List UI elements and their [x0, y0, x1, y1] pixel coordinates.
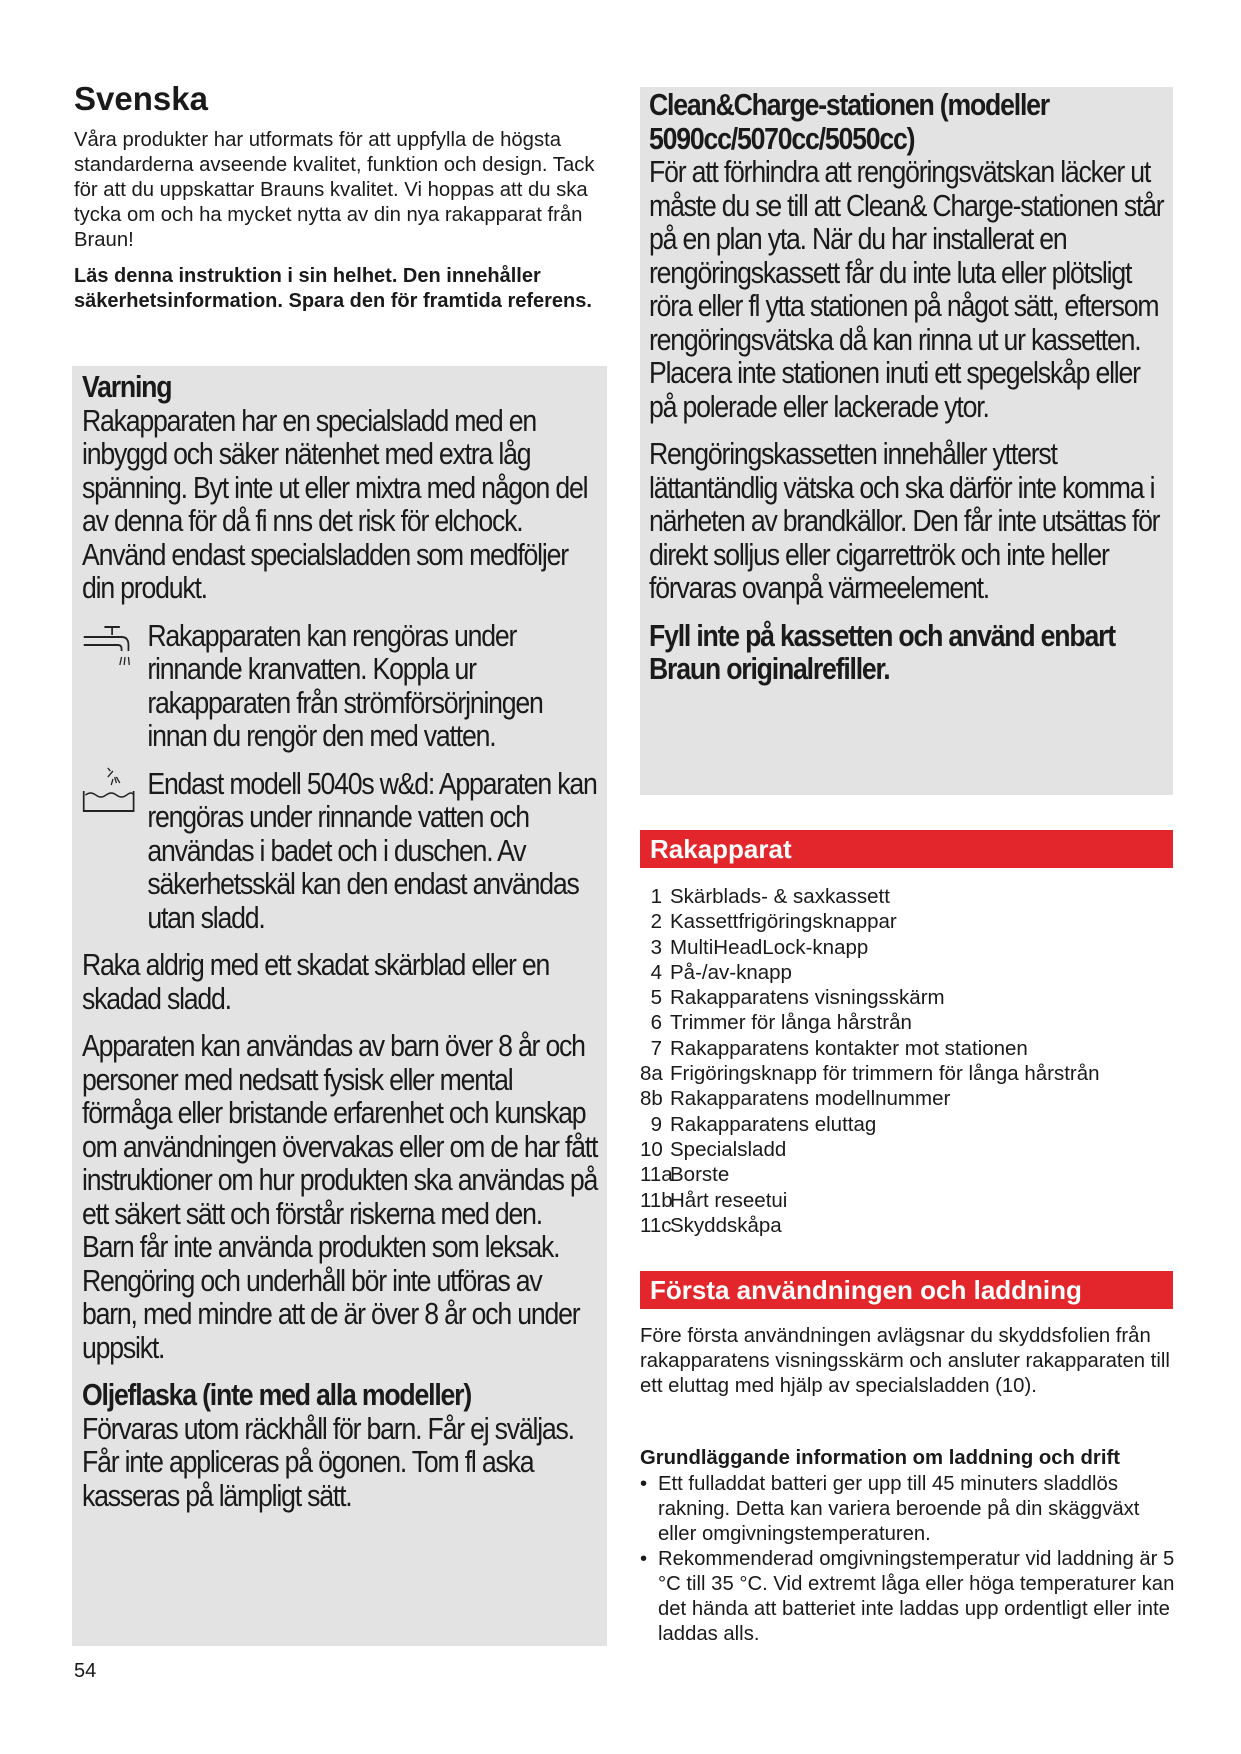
part-number: 6 — [650, 1011, 662, 1035]
part-label: Kassettfrigöringsknappar — [670, 910, 897, 934]
clean-charge-text-1: För att förhindra att rengöringsvätskan läcker ut måste du se till att Clean& Charge-stationen står på en plan yta. När du har installerat en rengöringskassett får du inte luta eller plötsligt röra eller fl ytta stationen på något sätt, eftersom rengöringsvätska då kan rinna ut ur kassetten. Placera inte stationen inuti ett spegelskåp eller på polerade eller lackerade ytor. — [649, 154, 1164, 424]
oil-heading: Oljeflaska (inte med alla modeller) — [82, 1377, 472, 1412]
parts-list-item — [640, 1137, 1180, 1162]
part-number: 4 — [650, 960, 662, 984]
intro-bold-text: Läs denna instruktion i sin helhet. Den innehåller säkerhetsinformation. Spara den för framtida referens. — [74, 265, 592, 312]
parts-list-item — [640, 1162, 1180, 1187]
basic-info-heading: Grundläggande information om laddning och drift — [640, 1447, 1120, 1469]
part-number: 11c — [640, 1213, 672, 1237]
parts-list-item — [640, 884, 1180, 909]
part-number: 2 — [650, 910, 662, 934]
part-label: MultiHeadLock-knapp — [670, 935, 869, 959]
clean-charge-heading: Clean&Charge-stationen (modeller 5090cc/5070cc/5050cc) — [649, 87, 1049, 156]
part-number: 7 — [650, 1036, 662, 1060]
basic-info-bullet: • Ett fulladdat batteri ger upp till 45 minuters sladdlös rakning. Detta kan variera beroende på din skäggväxt eller omgivningstemperaturen. — [640, 1472, 1180, 1547]
part-number: 8a — [640, 1062, 663, 1086]
part-label: Specialsladd — [670, 1137, 787, 1161]
parts-list-item — [640, 1086, 1180, 1111]
part-number: 11b — [640, 1188, 673, 1212]
warning-box — [72, 366, 607, 1646]
parts-list-item — [640, 960, 1180, 985]
tap-water-text: Rakapparaten kan rengöras under rinnande kranvatten. Koppla ur rakapparaten från strömförsörjningen innan du rengör den med vatten. — [147, 617, 543, 753]
part-label: Skärblads- & saxkassett — [670, 885, 890, 908]
warning-text: Rakapparaten har en specialsladd med en inbyggd och säker nätenhet med extra låg spänning. Byt inte ut eller mixtra med någon del av denna för då fi nns det risk för elchock. Använd endast specialsladden som medföljer din produkt. — [82, 402, 588, 605]
first-use-text: Före första användningen avlägsnar du skyddsfolien från rakapparatens visningsskärm och ansluter rakapparaten till ett eluttag med hjälp av specialsladden (10). — [640, 1325, 1170, 1397]
parts-list-item — [640, 1010, 1180, 1035]
parts-list-item — [640, 1036, 1180, 1061]
part-number: 11a — [640, 1163, 673, 1187]
part-label: Rakapparatens visningsskärm — [670, 986, 945, 1010]
bath-shower-icon — [82, 767, 147, 935]
part-number: 8b — [640, 1087, 663, 1111]
part-number: 9 — [650, 1112, 662, 1136]
parts-list — [640, 884, 1180, 1238]
clean-charge-box — [640, 87, 1173, 795]
parts-list-item — [640, 1061, 1180, 1086]
oil-text: Förvaras utom räckhåll för barn. Får ej sväljas. Får inte appliceras på ögonen. Tom fl aska kasseras på lämpligt sätt. — [82, 1410, 574, 1513]
part-label: Frigöringsknapp för trimmern för långa hårstrån — [670, 1062, 1100, 1086]
parts-list-item — [640, 1213, 1180, 1238]
page-number: 54 — [74, 1660, 97, 1682]
part-number: 1 — [650, 885, 662, 908]
part-label: Hårt reseetui — [670, 1188, 788, 1212]
basic-info-bullet: • Rekommenderad omgivningstemperatur vid laddning är 5 °C till 35 °C. Vid extremt låga eller höga temperaturer kan det hända att batteriet inte laddas upp ordentligt eller inte laddas alls. — [640, 1547, 1180, 1647]
part-label: Trimmer för långa hårstrån — [670, 1011, 912, 1035]
section-title: Svenska — [74, 80, 208, 117]
first-use-heading: Första användningen och laddning — [640, 1271, 1173, 1309]
parts-list-item — [640, 1188, 1180, 1213]
clean-charge-text-2: Rengöringskassetten innehåller ytterst lättantändlig vätska och ska därför inte komma i närheten av brandkällor. Den får inte utsättas för direkt solljus eller cigarrettrök och inte heller förvaras ovanpå värmeelement. — [649, 436, 1160, 605]
part-label: Rakapparatens kontakter mot stationen — [670, 1036, 1028, 1060]
tap-water-row — [82, 619, 599, 753]
rakapparat-heading: Rakapparat — [640, 830, 1173, 868]
water-tap-icon — [82, 619, 147, 753]
part-number: 5 — [650, 986, 662, 1010]
bath-row — [82, 767, 599, 935]
children-warning-text: Apparaten kan användas av barn över 8 år och personer med nedsatt fysisk eller mental förmåga eller bristande erfarenhet och kunskap om användningen övervakas eller om de har fått instruktioner om hur produkten ska användas på ett säkert sätt och förstår riskerna med den. Barn får inte använda produkten som leksak. Rengöring och underhåll bör inte utföras av barn, med mindre att de är över 8 år och under uppsikt. — [82, 1028, 598, 1365]
part-label: På-/av-knapp — [670, 960, 792, 984]
bath-text: Endast modell 5040s w&d: Apparaten kan rengöras under rinnande vatten och användas i badet och i duschen. Av säkerhetsskäl kan den endast användas utan sladd. — [147, 765, 597, 935]
part-label: Skyddskåpa — [670, 1213, 782, 1237]
damaged-warning-text: Raka aldrig med ett skadat skärblad eller en skadad sladd. — [82, 947, 550, 1016]
intro-text: Våra produkter har utformats för att uppfylla de högsta standarderna avseende kvalitet, funktion och design. Tack för att du uppskattar Brauns kvalitet. Vi hoppas att du ska tycka om och ha mycket nytta av din nya rakapparat från Braun! — [74, 129, 595, 251]
part-number: 3 — [650, 935, 662, 959]
warning-heading: Varning — [82, 369, 172, 404]
part-label: Rakapparatens modellnummer — [670, 1087, 951, 1111]
parts-list-item — [640, 935, 1180, 960]
basic-info-list — [640, 1472, 1180, 1647]
clean-charge-bold-text: Fyll inte på kassetten och använd enbart Braun originalrefiller. — [649, 617, 1115, 686]
parts-list-item — [640, 985, 1180, 1010]
part-label: Borste — [670, 1163, 730, 1187]
part-label: Rakapparatens eluttag — [670, 1112, 877, 1136]
parts-list-item — [640, 1112, 1180, 1137]
part-number: 10 — [640, 1137, 663, 1161]
parts-list-item — [640, 909, 1180, 934]
